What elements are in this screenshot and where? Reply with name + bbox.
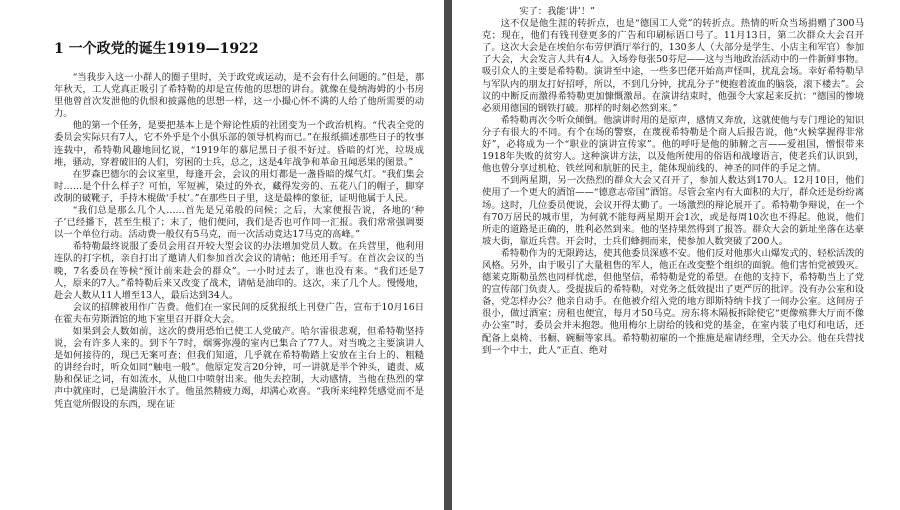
chapter-title: 1 一个政党的诞生1919—1922 <box>54 41 259 57</box>
page-gutter <box>444 0 452 510</box>
paragraph: 这不仅是他生涯的转折点，也是“德国工人党”的转折点。热情的听众当场捐赠了300马克；现在，他们有钱刊登更多的广告和印刷标语口号了。11月13日，第二次群众大会召开了。这次大会是在埃伯尔布劳伊酒厅举行的，130多人（大部分是学生、小店主和军官）参加了大会，大会发言人共有4人。入场券每张50芬尼——这与当地政治活动中的一件新鲜事物。吸引众人的主要是希特勒。演讲至中途，一些多巴佬开始高声怪叫，扰乱会场。幸好希特勒早与军队内的朋友打好招呼，所以，不到几分钟，扰乱分子“便抱着流血的脑袋，滚下楼去”。会议的中断反而激得希特勒更加慷慨激昂。在演讲结束时，他强令大家起来反抗：“德国的惨境必须用德国的钢铁打破。那样的时刻必然到来。” <box>482 18 864 114</box>
paragraph: 在罗森巴德尔的会议室里，每逢开会，会议的用灯都是一盏昏暗的煤气灯。“我们集会时……是个什么样子？可怕，军短裤，染过的外衣，藏得发旁的、五花八门的帽子，脚穿改制的破靴子，手持木棍做‘手杖’。”在那些日子里，这是最棒的象征，证明他属于人民。 <box>54 168 424 204</box>
paragraph: 希特勒最终说服了委员会用召开较大型会议的办法增加党员人数。在兵营里，他利用连队的打字机，亲自打出了邀请人们参加首次会议的请帖；他还用手写。在首次会议的当晚，7名委员在等候“预计前来赴会的群众”。一小时过去了，谁也没有来。“我们还是7人，原来的7人。”希特勒后来又改变了战术，请帖是油印的。这次，来了几个人。慢慢地，赴会人数从11人增至13人，最后达到34人。 <box>54 241 424 301</box>
right-page <box>452 0 900 510</box>
paragraph: “当我步入这一小群人的圈子里时，关于政党或运动，是不会有什么问题的。”但是，那年秋天，工人党真正吸引了希特勒的却是宣传他的思想的讲台。就像在曼纳海姆的小书房里他曾首次发泄他的仇恨和披露他的思想一样，这一小撮心怀不满的人给了他所需要的动力。 <box>54 72 424 120</box>
paragraph: “我们总是那么几个人……首先是兄弟般的问候；之后，大家便报告说，各地的‘种子’已经播下，甚至生根了；末了，他们便问，我们是否也可作同一汇报。我们常常强调要以一个单位行动。活动费一般仅有5马克，而一次活动竟达17马克的高峰。” <box>54 205 424 241</box>
left-page <box>0 0 444 510</box>
paragraph: 不到两星期，另一次热烈的群众大会又召开了，参加人数达到170人。12月10日，他们使用了一个更大的酒馆——“德意志帝国”酒馆。尽管会室内有大面积的大厅，群众还是纷纷离场。这时，几位委员便说，会议开得太勤了。一场激烈的辩论展开了。希特勒争辩说，在一个有70万居民的城市里，为何就不能每两星期开会1次，或是每周10次也不得起。他说，他们所走的道路是正确的，胜利必然到来。他的坚持果然得到了报答。群众大会的新址坐落在达豪坡大街，靠近兵营。开会时，士兵们蜂拥而来，使参加人数突破了200人。 <box>482 175 864 247</box>
paragraph: 希特勒作为的无限跨达，使其他委员深感不安。他们反对他那火山爆发式的、轻松活泼的风格。另外，由于吸引了大量租售的军人，他正在改变整个组织的面貌。他们害怕党被毁灭。德莱克斯勒虽然也同样忧虑，但他坚信，希特勒是党的希望。在他的支持下，希特勒当上了党的宣传部门负责人。受提拔后的希特勒，对党务之低效提出了更严厉的批评。没有办公室和设备，党怎样办公？他亲自动手。在他被介绍入党的地方即斯特纳卡找了一间办公室。这间房子很小，做过酒室；房租也便宜，每月才50马克。房东将木隔板拆除使它“更像殡葬大厅而不像办公室”时，委员会并未抱怨。他用梅尔上尉给的钱和党的基金，在室内装了电灯和电话，还配备上桌椅、书橱、碗橱等家具。希特勒初雇的一个推施是雇请经理，全天办公。他在兵营找到一个中士，此人“正直、绝对 <box>482 247 864 356</box>
paragraph-continuation: 实了：我能‘讲’！” <box>519 6 595 17</box>
paragraph: 希特勒再次今听众倾倒。他演讲时用的是原声，感情又奔放，这就使他与专门理论的知识分子有很大的不同。有个在场的警察，在蔑视希特勒是个商人后报告说，他“火候掌握得非常好”，必将成为一个“职业的演讲宣传家”。他的呼吁是他的肺腑之言——爱祖国，憎恨带来1918年失败的贫穷人。这种演讲方法，以及他所使用的俗语和战壕语言，使老兵们认识到，他也曾分享过机枪、铁丝网和肮脏的民主，能体现前线的、神圣的同伴的手足之情。 <box>482 114 864 175</box>
paragraph: 如果到会人数如前，这次的费用恐怕已使工人党破产。哈尔雷很悲观，但希特勒坚持说，会有许多人来的。到下午7时，烟雾弥漫的室内已集合了77人。对当晚之主要演讲人是如何接待的，现已无案可查；但我们知道，几乎就在希特勒踏上安放在主台上的、粗糙的讲经台时，听众如同“触电一般”。他原定发言20分钟，可一讲就是半个钟头，谴责、威胁和保证之词，有如流水，从他口中喷射出来。他失去控制，大动感情，当他在热烈的掌声中就座时，已是满脸汗水了。他虽然精疲力竭，却满心欢喜。“我所来纯粹凭感觉而不是凭直觉所假设的东西，现在证 <box>54 325 424 410</box>
paragraph: 他的第一个任务，是要把基本上是个辩论性质的社团变为一个政治机构。“代表全党的委员会实际只有7人，它不外乎是个小俱乐部的领导机构而已。”在报纸描述那些日子的牧事连载中，希特勒风趣地回忆说，“1919年的慕尼黑日子很不好过。昏暗的灯光，垃圾成堆，骚动，穿着破旧的人们，穷困的士兵，总之，这是4年战争和革命丑闻恶果的图景。” <box>54 120 424 168</box>
paragraph: 会议的招牌被用作广告费。他们在一家民间的反犹报纸上刊登广告，宣布于10月16日在霍夫布劳斯酒馆的地下室里召开群众大会。 <box>54 301 424 325</box>
